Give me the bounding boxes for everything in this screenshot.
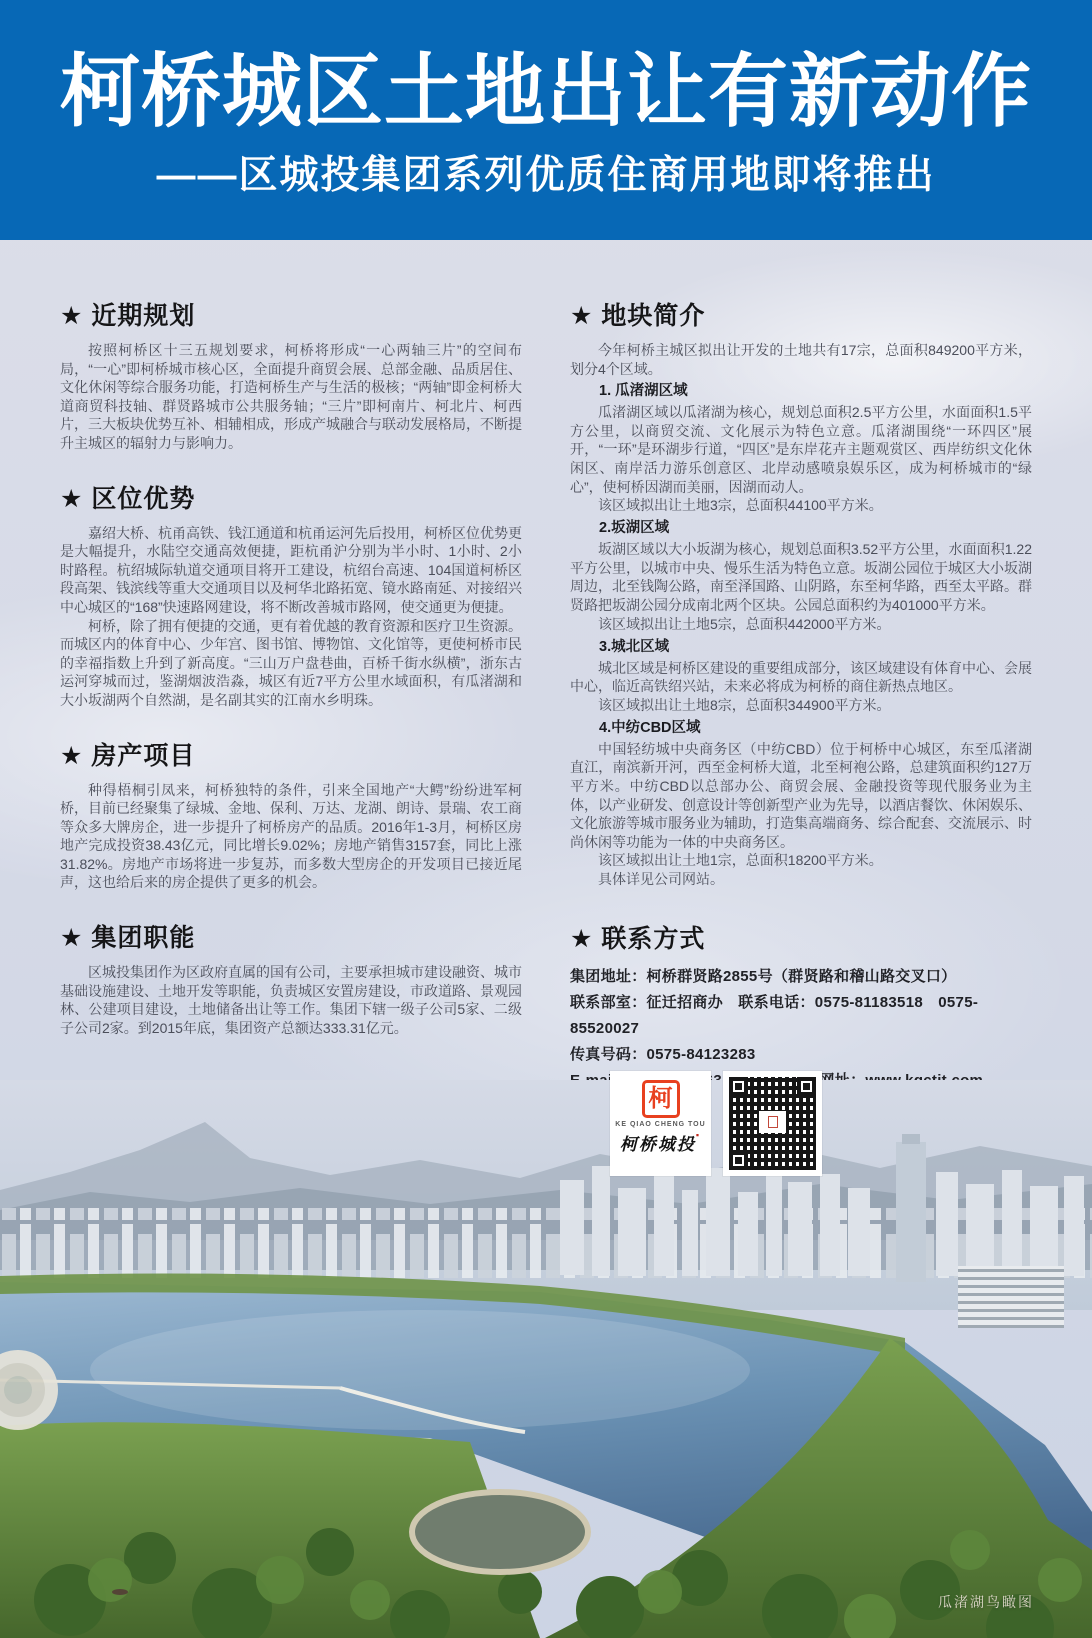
- page-subtitle: ——区城投集团系列优质住商用地即将推出: [156, 154, 936, 197]
- photo-boat: [112, 1589, 128, 1595]
- photo-water-sheen: [90, 1310, 750, 1430]
- section-heading-real-estate-projects: ★ 房产项目: [60, 741, 196, 770]
- seal-character: 柯: [648, 1086, 673, 1112]
- right-column: [570, 288, 1032, 1094]
- paragraph: 中国轻纺城中央商务区（中纺CBD）位于柯桥中心城区，东至瓜渚湖直江，南滨新开河，西至金柯桥大道，北至柯袍公路，总建筑面积约127万平方米。中纺CBD以总部办公、商贸会展、金融投资等现代服务业为主体，以产业研发、创意设计等创新型产业为先导，以酒店餐饮、休闲娱乐、文化旅游等城市服务业为辅助，打造集高端商务、综合配套、交流展示、时尚休闲等功能为一体的中央商务区。: [570, 740, 1032, 850]
- section-heading-contact: ★ 联系方式: [570, 925, 706, 954]
- paragraph: 按照柯桥区十三五规划要求，柯桥将形成“一心两轴三片”的空间布局，“一心”即柯桥城市核心区，全面提升商贸会展、总部金融、品质居住、文化休闲等综合服务功能，打造柯桥生产与生活的极核；“两轴”即金柯桥大道商贸科技轴、群贤路城市公共服务轴；“三片”即柯南片、柯北片、柯西片，三大板块优势互补、相辅相成，形成产城融合与联动发展格局，不断提升主城区的辐射力与影响力。: [60, 342, 522, 451]
- company-logo-card: [610, 1071, 711, 1176]
- qr-center-seal-icon: [759, 1111, 786, 1133]
- photo-tower: [896, 1142, 926, 1282]
- plot-summary-line: 该区域拟出让土地8宗，总面积344900平方米。: [598, 696, 891, 713]
- subsection-heading-cbd: 4.中纺CBD区域: [599, 719, 701, 736]
- qr-code: [729, 1077, 816, 1170]
- logo-latin-text: KE QIAO CHENG TOU: [615, 1121, 706, 1128]
- section-heading-plot-introduction: ★ 地块简介: [570, 302, 706, 330]
- qr-finder-icon: [729, 1077, 748, 1096]
- contact-phone-line: 联系部室：征迁招商办 联系电话：0575-81183518 0575-85520027: [570, 994, 979, 1038]
- paragraph: 瓜渚湖区域以瓜渚湖为核心，规划总面积2.5平方公里，水面面积1.5平方公里，以商贸交流、文化展示为特色立意。瓜渚湖围绕“一环四区”展开，“一环”是环湖步行道，“四区”是东岸花卉主题观赏区、西岸纺织文化休闲区、南岸活力游乐创意区、北岸动感喷泉娱乐区，成为柯桥城市的“绿心”，使柯桥因湖而美丽，因湖而动人。: [570, 404, 1032, 495]
- logo-calligraphy-name: [610, 1130, 711, 1155]
- photo-slab-building: [958, 1266, 1064, 1328]
- subsection-heading-chengbei: 3.城北区域: [599, 638, 670, 655]
- company-seal-icon: [642, 1080, 680, 1118]
- qr-code-card: [723, 1071, 822, 1176]
- contact-address-line: 集团地址：柯桥群贤路2855号（群贤路和稽山路交叉口）: [570, 968, 957, 986]
- header-banner: [0, 0, 1092, 240]
- section-heading-recent-planning: ★ 近期规划: [60, 302, 196, 330]
- section-heading-location-advantage: ★ 区位优势: [60, 484, 196, 513]
- content-area: [0, 240, 1092, 1094]
- plot-summary-line: 该区域拟出让土地3宗，总面积44100平方米。: [598, 497, 883, 514]
- paragraph: 今年柯桥主城区拟出让开发的土地共有17宗，总面积849200平方米，划分4个区域。: [570, 342, 1032, 377]
- aerial-photo: [0, 1080, 1092, 1638]
- website-note-line: 具体详见公司网站。: [598, 871, 724, 888]
- paragraph: 嘉绍大桥、杭甬高铁、钱江通道和杭甬运河先后投用，柯桥区位优势更是大幅提升，水陆空交通高效便捷，距杭甬沪分别为半小时、1小时、2小时路程。杭绍城际轨道交通项目将开工建设，杭绍台高速、104国道柯桥区段高架、钱滨线等重大交通项目以及柯华北路拓宽、镜水路南延、对接绍兴中心城区的“168”快速路网建设，将不断改善城市路网，使交通更为便捷。: [60, 524, 522, 615]
- subsection-heading-ban-lake: 2.坂湖区域: [599, 520, 670, 537]
- photo-tower-cap: [902, 1134, 920, 1144]
- paragraph: 柯桥，除了拥有便捷的交通，更有着优越的教育资源和医疗卫生资源。而城区内的体育中心、少年宫、图书馆、博物馆、文化馆等，更使柯桥市民的幸福指数上升到了新高度。“三山万户盘巷曲，百桥千街水纵横”，浙东古运河穿城而过，鉴湖烟波浩淼，城区有近7平方公里水域面积，有瓜渚湖和大小坂湖两个自然湖，是名副其实的江南水乡明珠。: [60, 617, 522, 708]
- logo-name-text: 柯桥城投: [619, 1135, 696, 1154]
- qr-finder-icon: [797, 1077, 816, 1096]
- page-title: 柯桥城区土地出让有新动作: [60, 47, 1032, 136]
- paragraph: 种得梧桐引凤来，柯桥独特的条件，引来全国地产“大鳄”纷纷进军柯桥，目前已经聚集了绿城、金地、保利、万达、龙湖、朗诗、景瑞、农工商等众多大牌房企，进一步提升了柯桥房产的品质。2016年1-3月，柯桥区房地产完成投资38.43亿元，同比增长9.02%；房地产销售3157套，同比上涨31.82%。房地产市场将进一步复苏，而多数大型房企的开发项目已接近尾声，这也给后来的房企提供了更多的机会。: [60, 781, 522, 891]
- photo-skyline-band: [0, 1208, 1092, 1278]
- paragraph: 区城投集团作为区政府直属的国有公司，主要承担城市建设融资、城市基础设施建设、土地开发等职能，负责城区安置房建设，市政道路、景观园林、公建项目建设，土地储备出让等工作。集团下辖一级子公司5家、二级子公司2家。到2015年底，集团资产总额达333.31亿元。: [60, 964, 522, 1036]
- qr-finder-icon: [729, 1151, 748, 1170]
- left-column: [60, 288, 522, 1094]
- subsection-heading-guazhu-lake: 1. 瓜渚湖区域: [599, 383, 688, 400]
- photo-pond: [412, 1492, 588, 1572]
- plot-summary-line: 该区域拟出让土地5宗，总面积442000平方米。: [598, 615, 891, 632]
- plot-summary-line: 该区域拟出让土地1宗，总面积18200平方米。: [598, 852, 883, 869]
- photo-caption: 瓜渚湖鸟瞰图: [938, 1594, 1034, 1610]
- contact-fax-line: 传真号码：0575-84123283: [570, 1046, 756, 1064]
- logo-seal-mark-icon: ▪: [695, 1130, 702, 1140]
- paragraph: 坂湖区域以大小坂湖为核心，规划总面积3.52平方公里，水面面积1.22平方公里，以城市中央、慢乐生活为特色立意。坂湖公园位于城区大小坂湖周边，北至钱陶公路，南至泽国路、山阴路，东至柯华路，西至太平路。群贤路把坂湖公园分成南北两个区块。公园总面积约为401000平方米。: [570, 541, 1032, 613]
- paragraph: 城北区域是柯桥区建设的重要组成部分，该区域建设有体育中心、会展中心，临近高铁绍兴站，未来必将成为柯桥的商住新热点地区。: [570, 659, 1032, 695]
- section-heading-group-functions: ★ 集团职能: [60, 924, 196, 953]
